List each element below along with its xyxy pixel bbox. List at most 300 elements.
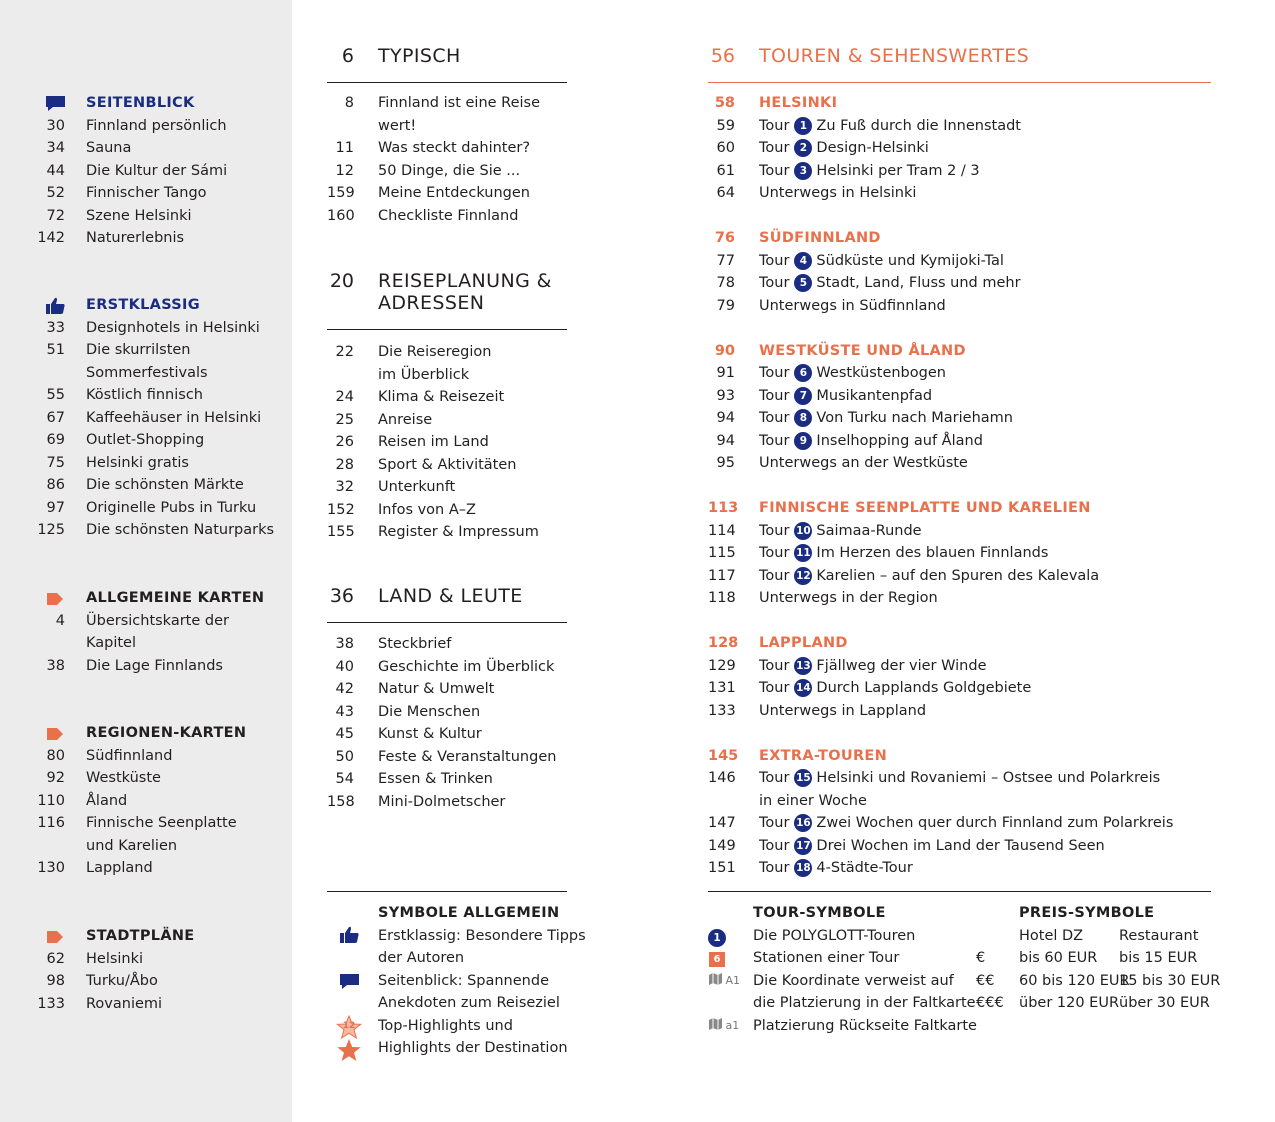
page-number: 67	[46, 409, 65, 426]
entry-label: Südfinnland	[86, 747, 173, 764]
entry-label: Mini-Dolmetscher	[378, 793, 506, 810]
page-number: 131	[708, 680, 736, 696]
tour-badge-icon: 6	[794, 364, 812, 382]
entry-label: in einer Woche	[759, 792, 867, 809]
entry-label: wert!	[378, 117, 417, 134]
entry-label: Durch Lapplands Goldgebiete	[816, 680, 1032, 696]
entry-label: Finnland persönlich	[86, 117, 227, 134]
tour-entry[interactable]	[708, 655, 1211, 678]
page-number: 44	[46, 162, 65, 179]
toc-entry[interactable]	[0, 993, 292, 1016]
entry-label: und Karelien	[86, 837, 178, 854]
tour-entry[interactable]	[708, 835, 1211, 858]
tour-entry[interactable]	[708, 565, 1211, 588]
page-number: 115	[708, 545, 736, 561]
tour-badge-icon: 7	[794, 387, 812, 405]
tour-word: Tour	[759, 815, 790, 831]
page-number: 51	[46, 342, 65, 358]
entry-label: 4-Städte-Tour	[816, 860, 913, 876]
region-heading[interactable]	[708, 92, 1211, 115]
tour-entry[interactable]	[708, 407, 1211, 430]
thumbs-up-icon	[339, 926, 360, 948]
page-number: 158	[327, 793, 355, 810]
entry-label: Reisen im Land	[378, 434, 489, 450]
page-number: 55	[46, 387, 65, 403]
entry-label: Outlet-Shopping	[86, 432, 205, 448]
region-title: EXTRA-TOUREN	[759, 747, 888, 764]
entry-label-wrap	[759, 520, 922, 543]
toc-entry[interactable]	[708, 587, 1211, 610]
toc-entry[interactable]	[0, 407, 292, 430]
sidebar	[0, 0, 292, 1122]
entry-label-wrap	[759, 655, 987, 678]
tour-word: Tour	[759, 770, 790, 786]
section-heading-land-leute: 36 LAND & LEUTE	[329, 585, 523, 607]
entry-label: Design-Helsinki	[816, 140, 929, 156]
price-restaurant: über 30 EUR	[1119, 995, 1210, 1011]
page-number: 76	[714, 230, 735, 246]
tour-entry[interactable]	[708, 250, 1211, 273]
toc-entry[interactable]	[0, 857, 292, 880]
entry-label: Saimaa-Runde	[816, 522, 922, 539]
price-restaurant: bis 15 EUR	[1119, 950, 1198, 966]
tour-word: Tour	[759, 117, 790, 134]
price-symbol: €€	[976, 972, 995, 989]
toc-entry[interactable]	[708, 700, 1211, 723]
toc-entry[interactable]	[0, 948, 292, 971]
toc-entry[interactable]	[327, 454, 567, 477]
toc-entry[interactable]	[0, 182, 292, 205]
page-number: 92	[46, 770, 65, 786]
page-number: 160	[327, 207, 355, 224]
entry-label: Geschichte im Überblick	[378, 658, 555, 675]
tour-word: Tour	[759, 567, 790, 584]
entry-label: Kaffeehäuser in Helsinki	[86, 409, 262, 426]
toc-entry[interactable]	[327, 205, 567, 228]
section-touren	[708, 45, 1211, 880]
entry-label: Steckbrief	[378, 636, 452, 652]
entry-label: Fjällweg der vier Winde	[816, 657, 987, 674]
price-symbol: €	[976, 950, 986, 966]
entry-label: Westküstenbogen	[816, 365, 946, 381]
entry-label: Karelien – auf den Spuren des Kalevala	[816, 567, 1100, 584]
arrow-tag-icon	[44, 590, 66, 607]
page-number: 98	[46, 973, 65, 989]
tour-word: Tour	[759, 432, 790, 449]
station-square-icon: 6	[709, 951, 725, 967]
toc-entry[interactable]	[327, 341, 567, 364]
entry-label: Meine Entdeckungen	[378, 185, 530, 201]
entry-label: Was steckt dahinter?	[378, 140, 531, 156]
tour-word: Tour	[759, 545, 790, 561]
toc-entry[interactable]	[0, 115, 292, 138]
legend-divider	[327, 891, 567, 892]
entry-label-wrap	[759, 587, 938, 610]
tour-badge-icon: 17	[794, 837, 812, 855]
toc-entry[interactable]	[327, 160, 567, 183]
page-number: 8	[344, 95, 354, 111]
entry-label: Szene Helsinki	[86, 207, 192, 224]
tour-entry[interactable]	[708, 812, 1211, 835]
entry-label: Åland	[86, 792, 128, 809]
tour-entry[interactable]	[708, 137, 1211, 160]
entry-label-wrap	[759, 452, 968, 475]
region-heading[interactable]	[708, 497, 1211, 520]
tour-badge-icon: 16	[794, 814, 812, 832]
page-number: 159	[327, 185, 355, 201]
entry-label: Unterwegs in der Region	[759, 590, 938, 606]
tour-badge-icon: 11	[794, 544, 812, 562]
toc-entry[interactable]	[327, 656, 567, 679]
toc-entry[interactable]	[0, 137, 292, 160]
toc-entry[interactable]	[0, 519, 292, 542]
entry-label-wrap	[759, 250, 1004, 273]
entry-label: Naturerlebnis	[86, 230, 185, 246]
region-title: FINNISCHE SEENPLATTE UND KARELIEN	[759, 500, 1091, 516]
toc-entry[interactable]	[327, 364, 567, 387]
page-number: 25	[335, 411, 354, 428]
entry-label: Kunst & Kultur	[378, 726, 482, 742]
toc-entry[interactable]	[0, 205, 292, 228]
tour-entry[interactable]	[708, 857, 1211, 880]
toc-entry[interactable]	[327, 409, 567, 432]
toc-entry[interactable]	[0, 362, 292, 385]
tour-badge-icon: 14	[794, 679, 812, 697]
page-number: 4	[55, 612, 65, 629]
toc-entry[interactable]	[0, 655, 292, 678]
entry-label-wrap	[759, 272, 1021, 295]
page-number: 52	[46, 185, 65, 201]
entry-label: 50 Dinge, die Sie ...	[378, 162, 521, 179]
tour-badge-icon: 15	[794, 769, 812, 787]
page-number: 128	[708, 635, 739, 651]
entry-label: Die Menschen	[378, 703, 481, 720]
page-number: 72	[46, 207, 65, 224]
section-typisch	[327, 45, 567, 227]
toc-entry[interactable]	[708, 452, 1211, 475]
page-number: 40	[335, 658, 354, 675]
page-number: 130	[37, 860, 65, 876]
tour-badge-icon: 13	[794, 657, 812, 675]
entry-label-wrap	[759, 385, 932, 408]
sidebar-regionen-karten	[0, 722, 292, 880]
tour-entry[interactable]	[708, 115, 1211, 138]
toc-entry[interactable]	[327, 431, 567, 454]
entry-label-wrap	[759, 182, 916, 205]
toc-entry[interactable]	[327, 791, 567, 814]
entry-label: Die skurrilsten	[86, 342, 191, 358]
toc-entry[interactable]	[0, 227, 292, 250]
entry-label-wrap	[759, 362, 946, 385]
page-number: 152	[327, 501, 355, 518]
entry-label: Turku/Åbo	[86, 973, 158, 989]
toc-entry[interactable]	[708, 295, 1211, 318]
entry-label: Helsinki gratis	[86, 454, 189, 471]
region-section	[708, 92, 1211, 205]
entry-label: Unterwegs an der Westküste	[759, 455, 968, 471]
toc-entry[interactable]	[0, 497, 292, 520]
page-number: 50	[335, 748, 354, 765]
legend-title: SYMBOLE ALLGEMEIN	[378, 905, 560, 921]
entry-label: Unterwegs in Helsinki	[759, 185, 917, 201]
entry-label-wrap	[759, 767, 1160, 790]
tour-entry[interactable]	[708, 160, 1211, 183]
page-number: 151	[708, 860, 736, 876]
price-row	[976, 970, 1221, 993]
region-section	[708, 497, 1211, 610]
toc-entry[interactable]	[327, 476, 567, 499]
region-title: LAPPLAND	[759, 635, 848, 651]
region-heading[interactable]	[708, 340, 1211, 363]
section-heading-touren: 56 TOUREN & SEHENSWERTES	[710, 45, 1030, 67]
region-heading[interactable]	[708, 745, 1211, 768]
entry-label: Unterkunft	[378, 479, 456, 495]
toc-entry[interactable]	[327, 701, 567, 724]
page-number: 60	[716, 140, 735, 156]
entry-label: Die schönsten Naturparks	[86, 522, 275, 538]
entry-label: Stadt, Land, Fluss und mehr	[816, 275, 1021, 291]
entry-label: Feste & Veranstaltungen	[378, 748, 557, 765]
page-number: 33	[46, 319, 65, 336]
entry-label-wrap	[759, 835, 1105, 858]
toc-entry[interactable]	[0, 745, 292, 768]
page-number: 58	[714, 95, 735, 111]
legend-title: TOUR-SYMBOLE	[753, 905, 886, 921]
toc-entry[interactable]	[327, 386, 567, 409]
section-heading-typisch: 6 TYPISCH	[341, 45, 461, 67]
entry-label-wrap	[759, 137, 929, 160]
section-land-leute	[327, 585, 567, 813]
toc-entry[interactable]	[0, 835, 292, 858]
arrow-tag-icon	[44, 725, 66, 742]
entry-label: Musikantenpfad	[816, 387, 933, 404]
region-section	[708, 227, 1211, 317]
page-number: 30	[46, 117, 65, 134]
page-number: 114	[708, 522, 736, 539]
tour-entry[interactable]	[708, 767, 1211, 790]
page-number: 77	[716, 252, 735, 269]
entry-label: Westküste	[86, 770, 161, 786]
toc-entry[interactable]	[327, 499, 567, 522]
entry-label-wrap	[759, 430, 983, 453]
toc-entry[interactable]	[0, 767, 292, 790]
page-number: 69	[46, 432, 65, 448]
page-number: 129	[708, 657, 736, 674]
page-number: 142	[37, 230, 65, 246]
page-number: 146	[708, 770, 736, 786]
thumbs-up-icon	[44, 297, 66, 314]
page-number: 110	[37, 792, 65, 809]
entry-label: Die Reiseregion	[378, 344, 492, 360]
entry-label: Von Turku nach Mariehamn	[816, 410, 1013, 426]
tour-entry[interactable]	[708, 272, 1211, 295]
tour-word: Tour	[759, 275, 790, 291]
tour-entry[interactable]	[708, 542, 1211, 565]
toc-entry[interactable]	[327, 182, 567, 205]
page-number: 42	[335, 681, 354, 697]
page-number: 32	[335, 479, 354, 495]
entry-label: Helsinki per Tram 2 / 3	[816, 162, 980, 179]
entry-label-wrap	[759, 677, 1031, 700]
entry-label-wrap	[759, 812, 1173, 835]
page-number: 97	[46, 499, 65, 516]
speech-bubble-icon	[339, 973, 360, 994]
toc-entry[interactable]	[327, 115, 567, 138]
tour-word: Tour	[759, 252, 790, 269]
legend-preis-symbole: PREIS-SYMBOLE Hotel DZ Restaurant € bis 60 EUR bis 15 EUR €€ 60 bis 120 EUR 15 bis 30 EUR €€€ über 120 EUR über 30 EUR	[976, 902, 1216, 1015]
entry-label: Natur & Umwelt	[378, 681, 495, 697]
page-number: 80	[46, 747, 65, 764]
toc-entry[interactable]	[327, 768, 567, 791]
toc-entry[interactable]	[0, 632, 292, 655]
toc-entry[interactable]	[327, 137, 567, 160]
entry-label: Unterwegs in Südfinnland	[759, 297, 946, 314]
legend-symbole-allgemein: SYMBOLE ALLGEMEIN Erstklassig: Besondere Tipps der Autoren Seitenblick: Spannende Anekdoten zum Reiseziel Top-Highlights und Highlights der Destination 12	[327, 902, 577, 1060]
legend-divider	[708, 891, 1211, 892]
entry-label: Kapitel	[86, 635, 137, 651]
region-section	[708, 745, 1211, 880]
region-heading[interactable]	[708, 227, 1211, 250]
legend-tour-symbole: TOUR-SYMBOLE 1 Die POLYGLOTT-Touren 6 Stationen einer Tour A1 Die Koordinate verweist auf die Platzierung in der Faltkarte a1 Platzierung Rückseite Faltkarte	[708, 902, 1008, 1037]
page-number: 34	[46, 140, 65, 156]
price-row	[976, 992, 1216, 1015]
entry-label-wrap	[759, 160, 980, 183]
page-number: 94	[716, 410, 735, 426]
tour-word: Tour	[759, 522, 790, 539]
entry-label: Zwei Wochen quer durch Finnland zum Polarkreis	[816, 815, 1174, 831]
sidebar-heading-allgemeine-karten: ALLGEMEINE KARTEN	[0, 587, 292, 610]
page-number: 54	[335, 771, 354, 787]
tour-word: Tour	[759, 387, 790, 404]
page-number: 147	[708, 815, 736, 831]
page-number: 45	[335, 726, 354, 742]
tour-word: Tour	[759, 680, 790, 696]
entry-label: Anreise	[378, 411, 433, 428]
page-number: 149	[708, 837, 736, 854]
entry-label: Essen & Trinken	[378, 771, 493, 787]
toc-entry[interactable]	[0, 610, 292, 633]
toc-entry[interactable]	[327, 92, 567, 115]
entry-label: Südküste und Kymijoki-Tal	[816, 252, 1004, 269]
sidebar-heading-regionen-karten: REGIONEN-KARTEN	[0, 722, 292, 745]
tour-badge-icon: 5	[794, 274, 812, 292]
speech-bubble-icon	[44, 95, 66, 112]
tour-entry[interactable]	[708, 385, 1211, 408]
top-highlight-star-icon: 12	[336, 1015, 362, 1044]
page-number: 43	[335, 703, 354, 720]
highlight-star-icon	[336, 1038, 362, 1067]
toc-entry[interactable]	[327, 678, 567, 701]
tour-entry[interactable]	[708, 430, 1211, 453]
region-section	[708, 340, 1211, 475]
page-number: 61	[716, 162, 735, 179]
price-hotel: bis 60 EUR	[1019, 950, 1098, 966]
toc-entry[interactable]	[708, 182, 1211, 205]
map-icon: a1	[709, 1015, 739, 1038]
tour-word: Tour	[759, 162, 790, 179]
entry-label: Sauna	[86, 140, 132, 156]
page-number: 38	[46, 657, 65, 674]
tour-entry[interactable]	[708, 520, 1211, 543]
entry-label: Inselhopping auf Åland	[816, 432, 983, 449]
toc-entry[interactable]	[708, 790, 1211, 813]
entry-label: Klima & Reisezeit	[378, 389, 505, 405]
entry-label: Im Herzen des blauen Finnlands	[816, 545, 1049, 561]
tour-badge-icon: 8	[794, 409, 812, 427]
section-reiseplanung	[327, 270, 567, 544]
entry-label: Die Lage Finnlands	[86, 657, 223, 674]
price-symbol: €€€	[976, 995, 1004, 1011]
entry-label: Sommerfestivals	[86, 364, 208, 381]
toc-entry[interactable]	[0, 339, 292, 362]
page-number: 86	[46, 477, 65, 493]
entry-label: Finnischer Tango	[86, 185, 207, 201]
page-number: 93	[716, 387, 735, 404]
page-number: 26	[335, 434, 354, 450]
page-number: 90	[714, 342, 735, 359]
tour-word: Tour	[759, 140, 790, 156]
entry-label: Rovaniemi	[86, 995, 163, 1012]
tour-badge-icon: 2	[794, 139, 812, 157]
page-number: 75	[46, 454, 65, 471]
toc-entry[interactable]	[0, 474, 292, 497]
page-number: 64	[716, 185, 735, 201]
tour-entry[interactable]	[708, 362, 1211, 385]
tour-badge-icon: 3	[794, 162, 812, 180]
section-heading-reiseplanung: 20 REISEPLANUNG & ADRESSEN	[329, 270, 552, 314]
region-title: SÜDFINNLAND	[759, 230, 881, 246]
toc-entry[interactable]	[327, 746, 567, 769]
entry-label: Lappland	[86, 860, 153, 876]
toc-entry[interactable]	[0, 812, 292, 835]
tour-badge-icon: 1	[708, 928, 726, 947]
map-icon: A1	[709, 970, 740, 993]
page-number: 59	[716, 117, 735, 134]
page-number: 28	[335, 456, 354, 473]
toc-entry[interactable]	[327, 521, 567, 544]
toc-entry[interactable]	[0, 970, 292, 993]
sidebar-erstklassig	[0, 294, 292, 542]
tour-entry[interactable]	[708, 677, 1211, 700]
entry-label-wrap	[759, 407, 1013, 430]
region-heading[interactable]	[708, 632, 1211, 655]
entry-label: Register & Impressum	[378, 524, 539, 540]
entry-label: Checkliste Finnland	[378, 207, 519, 224]
price-restaurant: 15 bis 30 EUR	[1119, 972, 1221, 989]
toc-entry[interactable]	[0, 160, 292, 183]
toc-entry[interactable]	[0, 429, 292, 452]
page-number: 78	[716, 275, 735, 291]
toc-entry[interactable]	[327, 633, 567, 656]
tour-badge-icon: 4	[794, 252, 812, 270]
price-row	[976, 947, 1216, 970]
entry-label: Drei Wochen im Land der Tausend Seen	[816, 837, 1105, 854]
page-number: 155	[327, 524, 355, 540]
page-number: 91	[716, 365, 735, 381]
toc-entry[interactable]	[0, 384, 292, 407]
page-number: 118	[708, 590, 736, 606]
region-section	[708, 632, 1211, 722]
entry-label-wrap	[759, 857, 913, 880]
tour-badge-icon: 18	[794, 859, 812, 877]
toc-entry[interactable]	[327, 723, 567, 746]
toc-entry[interactable]	[0, 317, 292, 340]
tour-badge-icon: 10	[794, 522, 812, 540]
entry-label: Die schönsten Märkte	[86, 477, 244, 493]
toc-entry[interactable]	[0, 790, 292, 813]
toc-entry[interactable]	[0, 452, 292, 475]
tour-word: Tour	[759, 860, 790, 876]
